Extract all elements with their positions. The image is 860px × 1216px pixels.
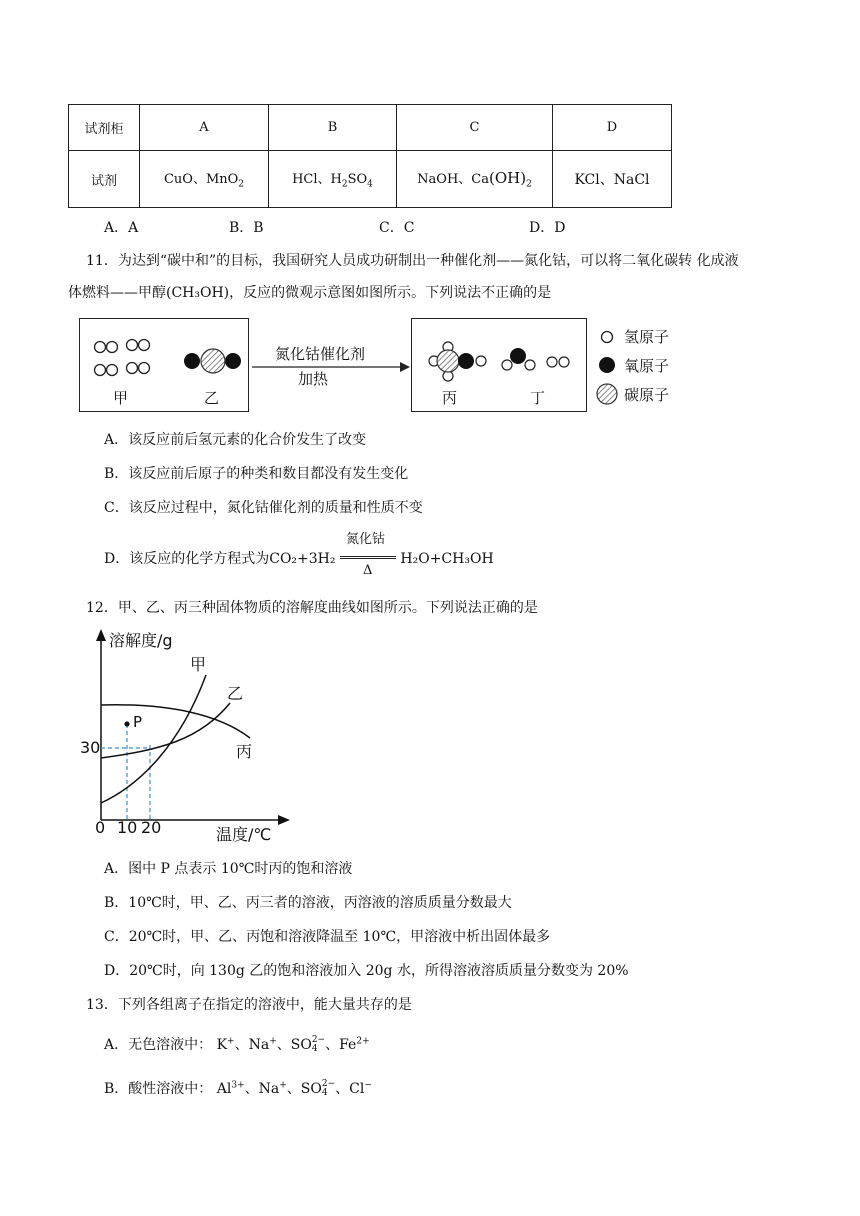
table-header-cell: 试剂柜 (69, 105, 140, 151)
q11-option-d[interactable]: D．该反应的化学方程式为CO₂+3H₂ 氮化钴 Δ H₂O+CH₃OH (104, 532, 494, 578)
label-bing: 丙 (442, 389, 458, 407)
label-jia: 甲 (113, 389, 129, 407)
label-yi: 乙 (204, 389, 220, 407)
reagent-table (68, 104, 672, 208)
legend-icons (594, 324, 624, 406)
equation-products: H₂O+CH₃OH (400, 551, 494, 567)
chart-origin: 0 (95, 818, 106, 837)
chart-xtick-20: 20 (141, 818, 162, 837)
curve-jia (101, 675, 206, 803)
legend-carbon: 碳原子 (624, 386, 670, 404)
point-p-label: P (133, 713, 143, 731)
q11-stem-line2: 体燃料——甲醇(CH₃OH)，反应的微观示意图如图所示。下列说法不正确的是 (68, 285, 552, 301)
reactant-box (79, 318, 249, 412)
q10-option-d[interactable]: D．D (529, 220, 566, 236)
q13-option-a[interactable]: A．无色溶液中： K+、Na+、SO 2− 4 、$Fe^{2+}$ (104, 1035, 370, 1054)
table-cell-b: HCl、$H_2SO_4$ (269, 151, 397, 208)
q11-stem-line1: 11．为达到“碳中和”的目标，我国研究人员成功研制出一种催化剂——氮化钴，可以将二氧化碳转 化成液 (86, 253, 739, 269)
reaction-arrow-icon (252, 361, 412, 373)
product-molecules (412, 319, 586, 411)
table-row-label: 试剂 (69, 151, 140, 208)
point-p (124, 721, 129, 726)
product-box (411, 318, 587, 412)
curve-bing (101, 705, 250, 738)
table-cell-a: CuO、MnO$_2$ (140, 151, 269, 208)
arrow-condition-label: 加热 (298, 370, 329, 388)
table-header-cell: B (269, 105, 397, 151)
chart-ytick-30: 30 (80, 738, 101, 757)
chart-ylabel: 溶解度/g (109, 631, 173, 650)
q10-option-b[interactable]: B．B (229, 220, 264, 236)
q12-option-b[interactable]: B．10℃时，甲、乙、丙三者的溶液，丙溶液的溶质质量分数最大 (104, 895, 512, 911)
y-axis-arrow-icon (96, 629, 106, 641)
q12-stem: 12．甲、乙、丙三种固体物质的溶解度曲线如图所示。下列说法正确的是 (86, 600, 538, 616)
q13-stem: 13．下列各组离子在指定的溶液中，能大量共存的是 (86, 997, 412, 1013)
x-axis-arrow-icon (278, 815, 290, 825)
table-cell-c: NaOH、$Ca(OH)_2$ (397, 151, 553, 208)
equation-reactants: CO₂+3H₂ (269, 551, 336, 567)
equation-condition: 氮化钴 Δ (340, 552, 396, 566)
table-header-cell: A (140, 105, 269, 151)
q12-option-d[interactable]: D．20℃时，向 130g 乙的饱和溶液加入 20g 水，所得溶液溶质质量分数变为 20% (104, 963, 629, 979)
q10-option-c[interactable]: C．C (379, 220, 415, 236)
arrow-catalyst-label: 氮化钴催化剂 (275, 345, 366, 363)
q10-option-a[interactable]: A．A (104, 220, 139, 236)
hydrogen-atom-icon (602, 332, 613, 343)
curve-label-yi: 乙 (227, 684, 244, 703)
q11-option-a[interactable]: A．该反应前后氢元素的化合价发生了改变 (104, 432, 367, 448)
legend-oxygen: 氧原子 (624, 357, 670, 375)
q13-option-b[interactable]: B．酸性溶液中： $Al^{3+}$、Na+、SO 2− 4 、Cl− (104, 1079, 372, 1098)
oxygen-atom-icon (599, 357, 615, 373)
curve-label-bing: 丙 (236, 742, 253, 761)
q12-option-a[interactable]: A．图中 P 点表示 10℃时丙的饱和溶液 (104, 861, 353, 877)
label-ding: 丁 (530, 389, 546, 407)
chart-xtick-10: 10 (117, 818, 138, 837)
q11-option-c[interactable]: C．该反应过程中，氮化钴催化剂的质量和性质不变 (104, 500, 423, 516)
q12-option-c[interactable]: C．20℃时，甲、乙、丙饱和溶液降温至 10℃，甲溶液中析出固体最多 (104, 929, 551, 945)
reactant-molecules (80, 319, 248, 411)
curve-label-jia: 甲 (190, 655, 207, 674)
carbon-atom-icon (597, 384, 617, 404)
table-header-cell: C (397, 105, 553, 151)
legend-hydrogen: 氢原子 (624, 328, 670, 346)
chart-xlabel: 温度/℃ (216, 825, 272, 844)
table-cell-d: KCl、NaCl (553, 151, 672, 208)
q11-option-b[interactable]: B．该反应前后原子的种类和数目都没有发生变化 (104, 466, 409, 482)
table-header-cell: D (553, 105, 672, 151)
